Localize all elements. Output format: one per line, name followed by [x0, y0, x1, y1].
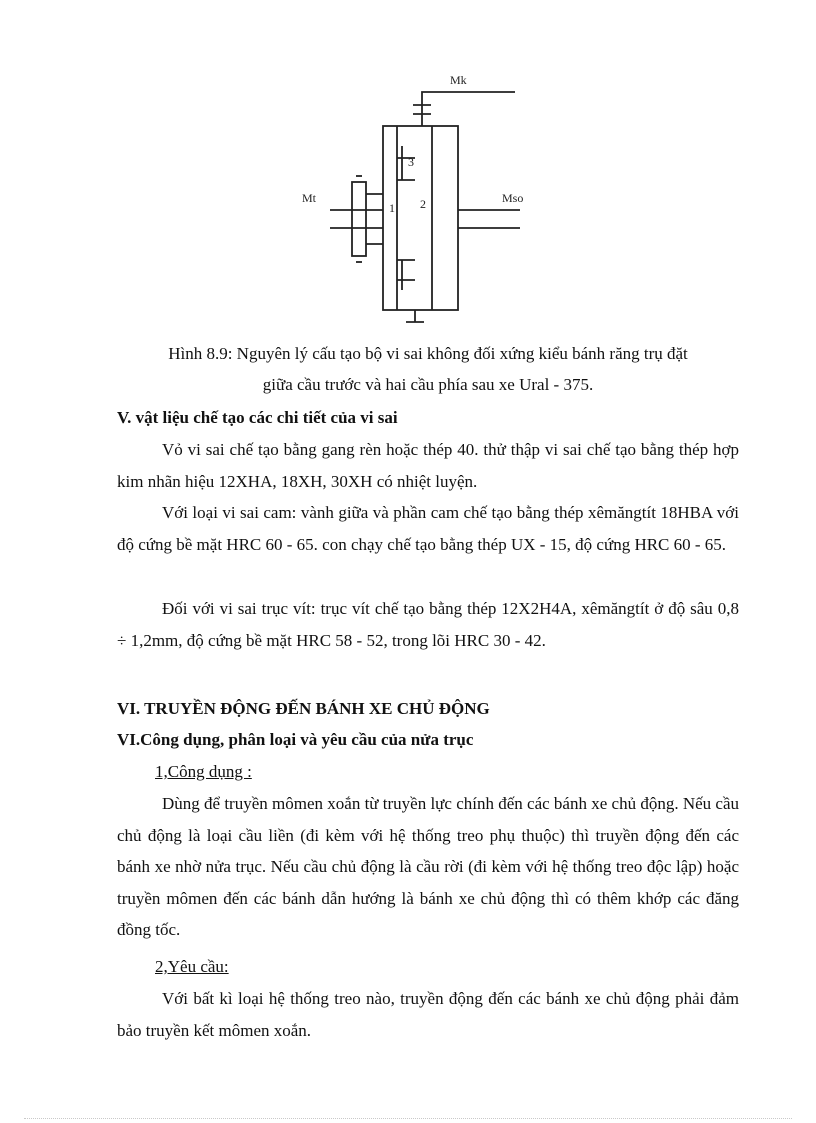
label-1: 1: [389, 201, 395, 215]
section-v-paragraph-3: Đối với vi sai trục vít: trục vít chế tạo bằng thép 12X2H4A, xêmăngtít ở độ sâu 0,8 ÷ 1,2mm, độ cứng bề mặt HRC 58 - 52, trong lõi HRC 30 - 42.: [117, 599, 739, 650]
item1-paragraph: Dùng để truyền mômen xoắn từ truyền lực chính đến các bánh xe chủ động. Nếu cầu chủ động là loại cầu liền (đi kèm với hệ thống treo phụ thuộc) thì truyền động đến các bánh xe nhờ nửa trục. Nếu cầu chủ động là cầu rời (đi kèm với hệ thống treo độc lập) hoặc truyền mômen đến các bánh dẫn hướng là bánh xe chủ động thì có thêm khớp các đăng đồng tốc.: [117, 794, 739, 939]
section-vi-heading: VI. TRUYỀN ĐỘNG ĐẾN BÁNH XE CHỦ ĐỘNG: [117, 699, 490, 718]
left-hub: [352, 182, 366, 256]
figure-caption-line-2: giữa cầu trước và hai cầu phía sau xe Ural - 375.: [262, 375, 594, 394]
label-mk: Mk: [450, 73, 467, 87]
section-vi-subheading: VI.Công dụng, phân loại và yêu cầu của nửa trục: [117, 730, 474, 749]
section-v-paragraph-2: Với loại vi sai cam: vành giữa và phần cam chế tạo bằng thép xêmăngtít 18HBA với độ cứng bề mặt HRC 60 - 65. con chạy chế tạo bằng thép UX - 15, độ cứng HRC 60 - 65.: [117, 503, 739, 554]
differential-diagram-svg: [290, 70, 540, 330]
section-v-heading: V. vật liệu chế tạo các chi tiết của vi sai: [117, 408, 398, 427]
mk-shaft-line: [422, 92, 515, 105]
section-v-paragraph-1: Vỏ vi sai chế tạo bằng gang rèn hoặc thép 40. thử thập vi sai chế tạo bằng thép hợp kim nhãn hiệu 12XHA, 18XH, 30XH có nhiệt luyện.: [117, 440, 739, 491]
item1-title-wrap: [117, 756, 739, 788]
differential-diagram: [290, 70, 540, 330]
label-mt: Mt: [302, 191, 317, 205]
label-3: 3: [408, 155, 414, 169]
label-2: 2: [420, 197, 426, 211]
item2-title: 2,Yêu cầu:: [155, 957, 229, 976]
figure-caption-line-1: Hình 8.9: Nguyên lý cấu tạo bộ vi sai không đối xứng kiểu bánh răng trụ đặt: [168, 344, 688, 363]
item2-paragraph: Với bất kì loại hệ thống treo nào, truyền động đến các bánh xe chủ động phải đảm bảo truyền kết mômen xoắn.: [117, 989, 739, 1040]
item1-title: 1,Công dụng :: [155, 762, 252, 781]
page-bottom-rule: [24, 1118, 792, 1119]
label-mso: Mso: [502, 191, 524, 205]
housing-outline: [383, 126, 458, 310]
item2-title-wrap: [117, 951, 739, 983]
